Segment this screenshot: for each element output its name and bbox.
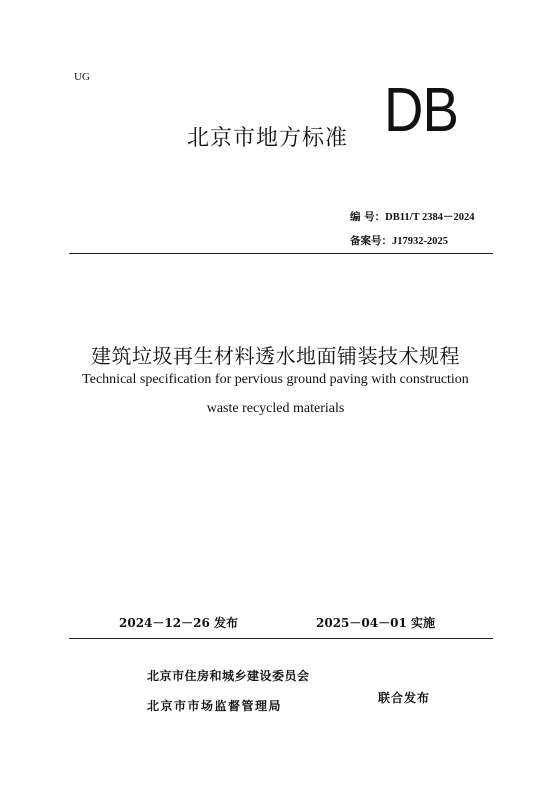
publish-date: 2024－12－26 发布 xyxy=(119,616,238,630)
title-chinese: 建筑垃圾再生材料透水地面铺装技术规程 xyxy=(91,344,460,368)
standard-code-label: 编 号： xyxy=(350,211,386,223)
record-number-value: J17932-2025 xyxy=(392,236,448,247)
ics-mark: UG xyxy=(74,71,90,83)
bottom-divider xyxy=(69,638,493,639)
standard-code xyxy=(350,209,475,224)
record-number-label: 备案号： xyxy=(350,235,392,247)
standard-code-value: DB11/T 2384－2024 xyxy=(385,212,475,223)
title-english-line1: Technical specification for pervious ground paving with construction xyxy=(82,372,469,387)
standard-type: 北京市地方标准 xyxy=(187,126,349,151)
db-standard-mark: DB xyxy=(384,76,459,145)
implement-date: 2025－04－01 实施 xyxy=(316,616,435,630)
joint-issue-label: 联合发布 xyxy=(378,691,431,705)
issuer-housing-commission: 北京市住房和城乡建设委员会 xyxy=(147,669,310,683)
issuer-market-supervision: 北京市市场监督管理局 xyxy=(147,699,283,713)
top-divider xyxy=(69,253,493,254)
title-english-line2: waste recycled materials xyxy=(206,401,345,416)
record-number xyxy=(350,233,448,248)
